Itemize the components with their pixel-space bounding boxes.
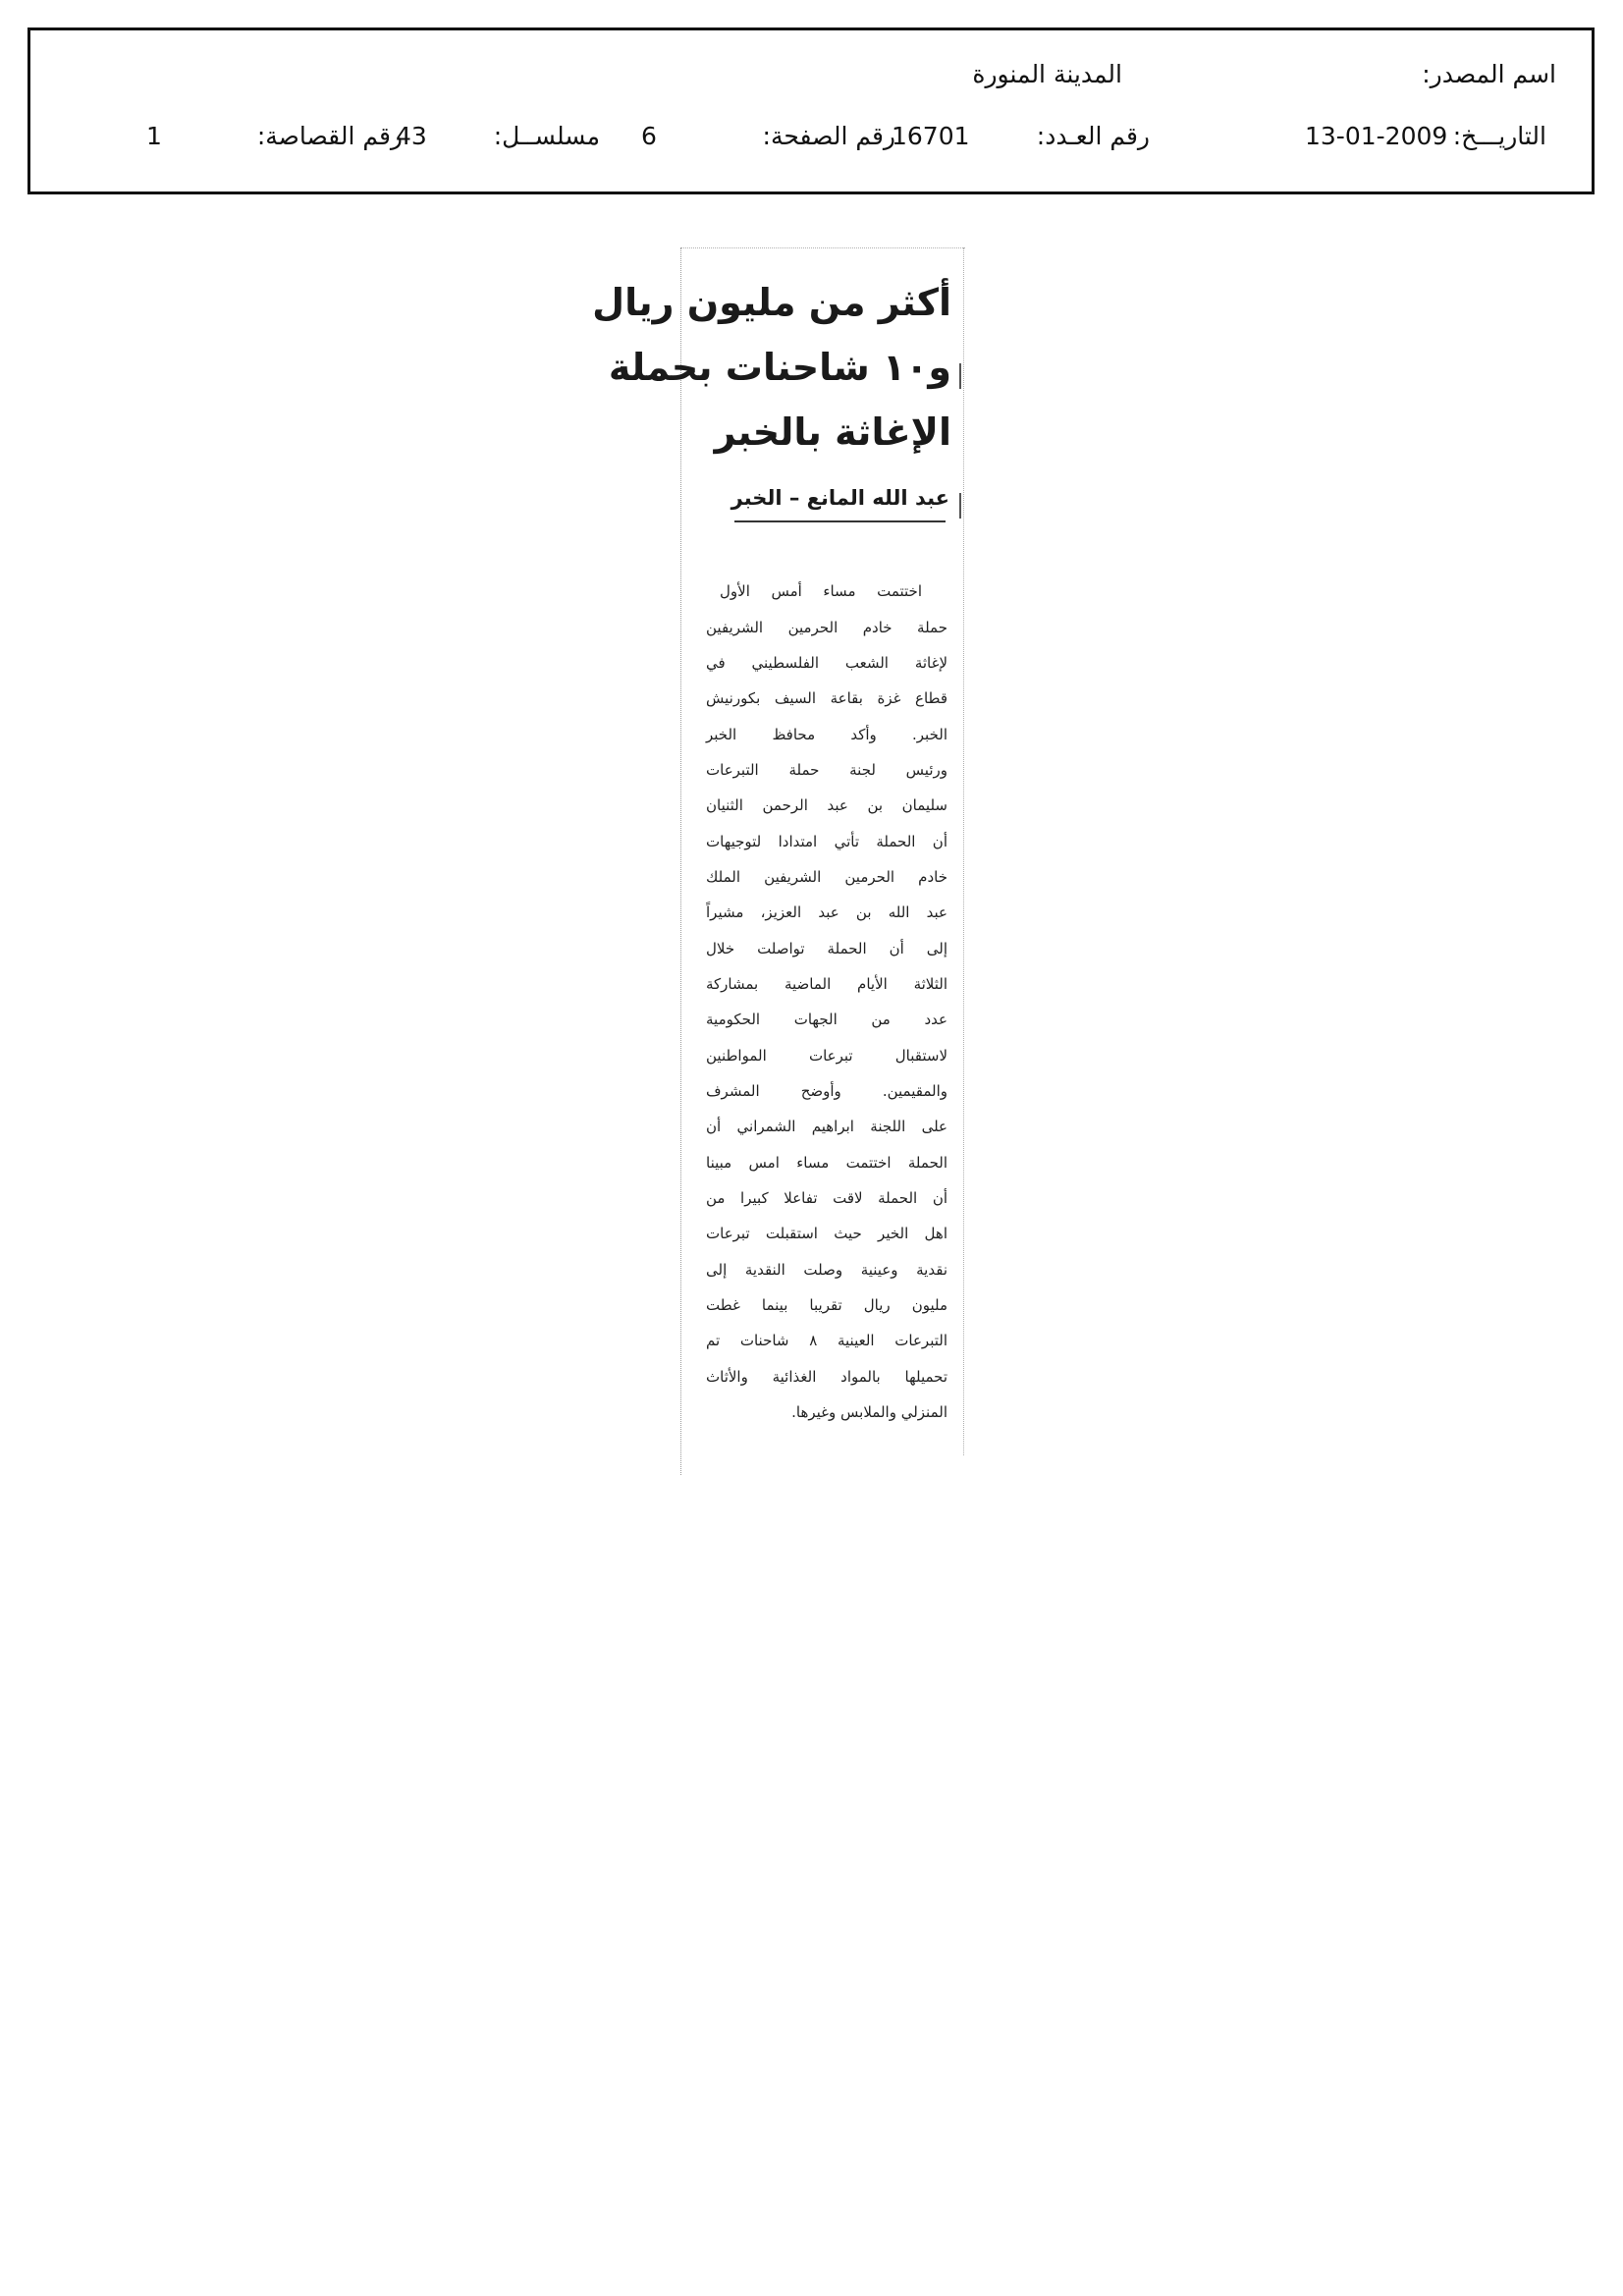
clipping-edge-right (963, 247, 964, 1455)
clipping-number-value: 1 (146, 122, 162, 150)
byline-underline (734, 520, 946, 522)
clipping-number-label: رقم القصاصة: (256, 122, 403, 150)
body-line-16: على اللجنة ابراهيم الشمراني أن (706, 1118, 947, 1135)
issue-label: رقم العـدد: (1036, 122, 1150, 150)
body-line-3: لإغاثة الشعب الفلسطيني في (706, 654, 947, 672)
body-line-18: أن الحملة لاقت تفاعلا كبيرا من (706, 1189, 947, 1207)
source-value: المدينة المنورة (972, 60, 1122, 88)
page-value: 6 (641, 122, 657, 150)
body-line-13: عدد من الجهات الحكومية (706, 1011, 947, 1028)
body-line-1: اختتمت مساء أمس الأول (720, 582, 922, 600)
date-label: التاريـــخ: (1452, 122, 1546, 150)
source-label: اسم المصدر: (1422, 60, 1556, 88)
body-line-2: حملة خادم الحرمين الشريفين (706, 619, 947, 636)
headline-line-3: الإغاثة بالخبر (714, 410, 951, 454)
body-line-12: الثلاثة الأيام الماضية بمشاركة (706, 975, 947, 993)
body-line-11: إلى أن الحملة تواصلت خلال (706, 940, 947, 957)
article-byline: عبد الله المانع – الخبر (730, 486, 949, 510)
body-line-14: لاستقبال تبرعات المواطنين (706, 1047, 947, 1065)
body-line-19: اهل الخير حيث استقبلت تبرعات (706, 1225, 947, 1242)
headline-line-1: أكثر من مليون ريال (592, 281, 951, 324)
page-label: رقم الصفحة: (762, 122, 895, 150)
issue-value: 16701 (892, 122, 970, 150)
serial-value: 43 (396, 122, 427, 150)
column-rule-mark (959, 363, 961, 389)
body-line-15: والمقيمين. وأوضح المشرف (706, 1082, 947, 1100)
body-line-21: مليون ريال تقريبا بينما غطت (706, 1296, 947, 1314)
clipping-header (27, 27, 1595, 194)
clipping-edge-left (680, 247, 681, 1475)
body-line-20: نقدية وعينية وصلت النقدية إلى (706, 1261, 947, 1279)
body-line-5: الخبر. وأكد محافظ الخبر (706, 726, 947, 743)
column-rule-mark (959, 493, 961, 519)
body-line-9: خادم الحرمين الشريفين الملك (706, 868, 947, 886)
body-line-4: قطاع غزة بقاعة السيف بكورنيش (706, 689, 947, 707)
body-line-8: أن الحملة تأتي امتدادا لتوجيهات (706, 833, 947, 850)
body-line-7: سليمان بن عبد الرحمن الثنيان (706, 796, 947, 814)
body-line-22: التبرعات العينية ٨ شاحنات تم (706, 1332, 948, 1349)
date-value: 13-01-2009 (1305, 122, 1448, 150)
body-line-23: تحميلها بالمواد الغذائية والأثاث (706, 1368, 947, 1386)
newspaper-clipping (592, 247, 969, 1475)
body-line-24: المنزلي والملابس وغيرها. (791, 1403, 947, 1421)
headline-line-2: و١٠ شاحنات بحملة (608, 346, 951, 389)
body-line-6: ورئيس لجنة حملة التبرعات (706, 761, 947, 779)
body-line-10: عبد الله بن عبد العزيز، مشيراً (706, 903, 947, 921)
serial-label: مسلســل: (493, 122, 600, 150)
body-line-17: الحملة اختتمت مساء امس مبينا (706, 1154, 947, 1172)
clipping-edge-top (680, 247, 965, 248)
